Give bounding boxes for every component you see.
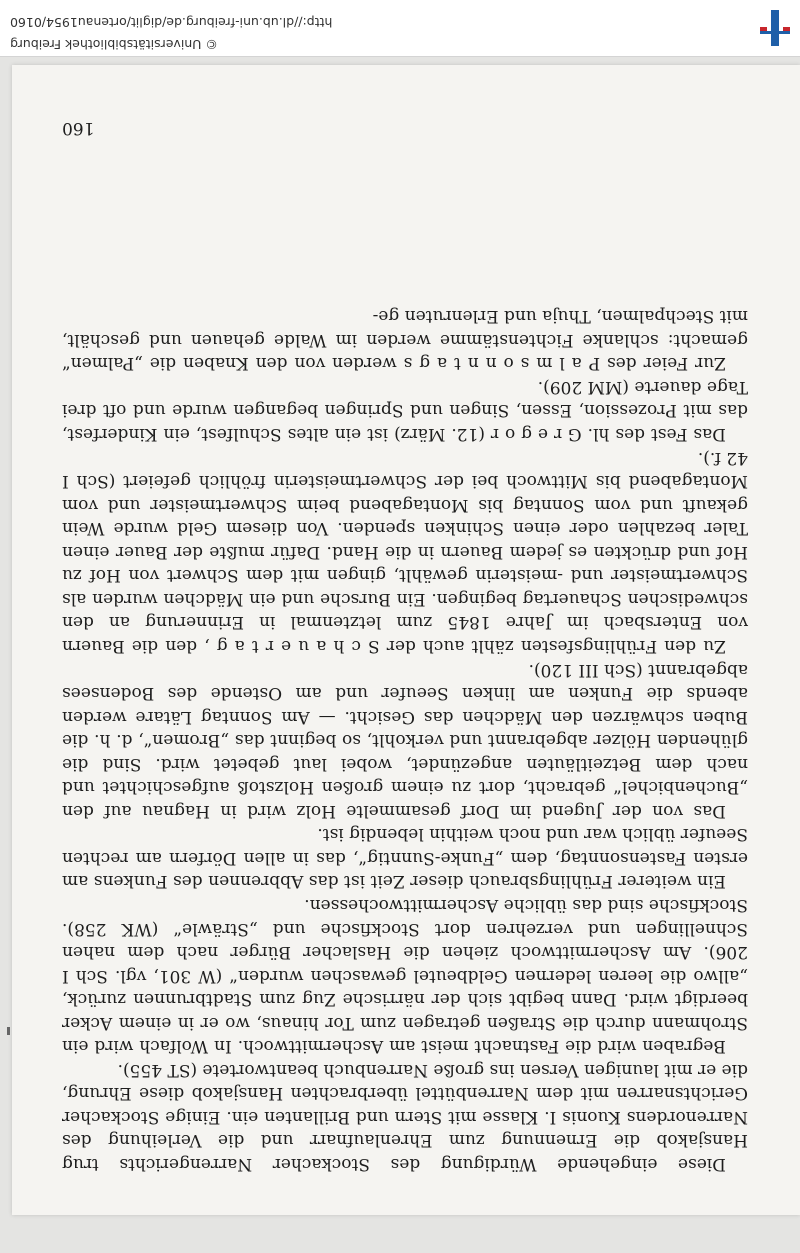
paragraph: Begraben wird die Fastnacht meist am Aschermittwoch. In Wolfach wird ein Strohmann durch die Straßen getragen zum Tor hinaus, wo er in einem Acker beerdigt wird. Dann begibt sich der närrische Zug zum Stadtbrunnen zurück, „allwo die leeren ledernen Geldbeutel gewaschen wurden“ (W 301, vgl. Sch I 206). Am Aschermittwoch ziehen die Haslacher Bürger nach dem nahen Schnellingen und verzehren dort Stockfische und „Sträwle“ (WK 258). Stockfische sind das übliche Aschermittwochessen. (62, 894, 748, 1057)
paragraph: Das von der Jugend im Dorf gesammelte Holz wird in Hagnau auf den „Buchenbichel“ gebracht, dort zu einem großen Holzstoß aufgeschichtet und nach dem Betzeitläuten angezündet, wobei laut gebetet wird. Sind die glühenden Hölzer abgebrannt und verkohlt, so beginnt das „Bromen“, d. h. die Buben schwärzen den Mädchen das Gesicht. — Am Sonntag Lätare werden abends die Funken am linken Seeufer und am Ostende des Bodensees abgebrannt (Sch III 120). (62, 659, 748, 821)
paragraph: Ein weiterer Frühlingsbrauch dieser Zeit ist das Abbrennen des Funkens am ersten Fastensonntag, dem „Funke-Sunntig“, das in allen Dörfern am rechten Seeufer üblich war und noch weithin lebendig ist. (62, 824, 748, 892)
copyright-text: © Universitätsbibliothek Freiburg (10, 37, 218, 52)
paragraph: Das Fest des hl. G r e g o r (12. März) ist ein altes Schulfest, ein Kinderfest, das mit Prozession, Essen, Singen und Springen begangen wurde und oft drei Tage dauerte (MM 209). (62, 376, 748, 445)
header-bar (0, 0, 800, 57)
permalink-url[interactable]: http://dl.ub.uni-freiburg.de/diglit/ortenau1954/0160 (10, 15, 333, 30)
page-number: 160 (62, 118, 95, 138)
page-edge-mark (7, 1027, 10, 1035)
paragraph: Diese eingehende Würdigung des Stockacher Narrengerichts trug Hansjakob die Ernennung zum Ehrenlaufnarr und die Verleihung des Narrenordens Kuonis I. Klasse mit Stern und Brillanten ein. Einige Stockacher Gerichtsnarren mit dem Narrenbüttel überbrachten Hansjakob diese Ehrung, die er mit launigen Versen ins große Narrenbuch beantwortete (ST 455). (62, 1059, 748, 1174)
paragraph: Zur Feier des P a l m s o n n t a g s werden von den Knaben die „Palmen“ gemacht: schlanke Fichtenstämme werden im Walde gehauen und geschält, mit Stechpalmen, Thuja und Erlenruten ge- (62, 306, 748, 374)
scanned-page (12, 65, 800, 1215)
ub-freiburg-logo-icon[interactable] (752, 8, 792, 48)
page-text (62, 304, 748, 1175)
paragraph: Zu den Frühlingsfesten zählt auch der S c h a u e r t a g , den die Bauern von Entersbach im Jahre 1845 zum letztenmal in Erinnerung an den schwedischen Schauertag begingen. Ein Bursche und ein Mädchen wurden als Schwertmeister und -meisterin gewählt, gingen mit dem Schwert von Hof zu Hof und drückten es jedem Bauern in die Hand. Dafür mußte der Bauer einen Taler bezahlen oder einen Schinken spenden. Von diesem Geld wurde Wein gekauft und vom Sonntag bis Montagabend beim Schwertmeister und vom Montagabend bis Mittwoch bei der Schwertmeisterin fröhlich gefeiert (Sch I 42 f.). (62, 447, 748, 656)
